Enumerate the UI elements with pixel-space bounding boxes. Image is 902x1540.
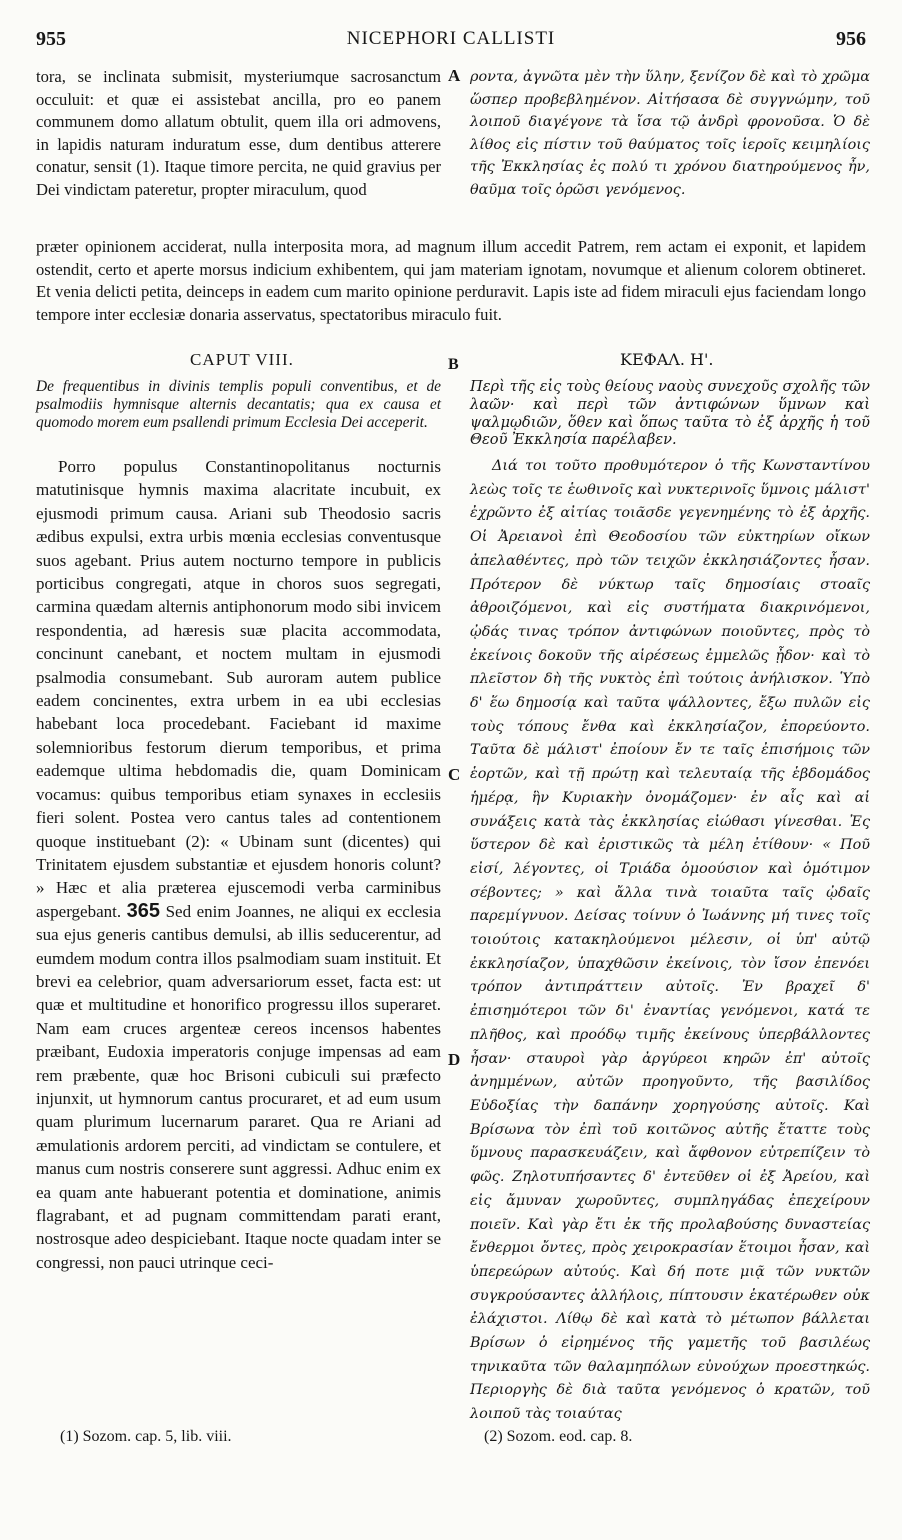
latin-column-top — [36, 66, 441, 202]
footnote-2: (2) Sozom. eod. cap. 8. — [484, 1428, 633, 1445]
footnote-1: (1) Sozom. cap. 5, lib. viii. — [60, 1428, 232, 1445]
greek-chapter-heading: ΚΕΦΑΛ. Η'. — [620, 350, 714, 369]
latin-summary-text: De frequentibus in divinis templis populi conventibus, et de psalmodiis hymnisque alternis decantatis; qua ex causa et quomodo morem eum psallendi primum Ecclesia Dei acceperit. — [36, 378, 441, 431]
greek-column-top — [470, 66, 870, 202]
page-marker: 365 — [126, 899, 161, 922]
latin-top-text: tora, se inclinata submisit, mysteriumque sacrosanctum occuluit: et quæ ei assistebat ancilla, pro eo panem communem domo allatum obtulit, quem illa ori admovens, in lapidis naturam induratum esse, dum dentibus atterere conatur, sensit (1). Itaque timore percita, ne quid gravius per Dei vindictam pateretur, propter miraculum, quod — [36, 67, 441, 199]
greek-body-column — [470, 455, 870, 1427]
greek-body-text: Διά τοι τοῦτο προθυμότερον ὁ τῆς Κωνσταντίνου λεὼς τοῖς τε ἑωθινοῖς καὶ νυκτερινοῖς ὕμνοις μάλιστ' ἐχρῶντο ἐξ αἰτίας τοιᾶσδε γεγενημένης τὸ ἐξ ἀρχῆς. Οἱ Ἀρειανοὶ ἐπὶ Θεοδοσίου τῶν εὐκτηρίων οἴκων ἀπελαθέντες, πρὸ τῶν τειχῶν ἐκκλησιάζοντες ἦσαν. Πρότερον δὲ νύκτωρ ταῖς δημοσίαις στοαῖς ἀθροιζόμενοι, καὶ εἰς συστήματα διακρινόμενοι, ᾠδάς τινας τρόπον ἀντιφώνων ποιοῦντες, πρὸς τὸ ἐκείνοις δοκοῦν τῆς αἱρέσεως ἐμμελῶς ᾖδον· καὶ τὸ πλεῖστον δὴ τῆς νυκτὸς ἐπὶ τούτοις ἀνήλισκον. Ὑπὸ δ' ἕω δημοσίᾳ καὶ ταῦτα ψάλλοντες, ἔξω πυλῶν εἰς τοὺς τόπους ἔνθα καὶ ἐκκλησίαζον, ἐπορεύοντο. Ταῦτα δὲ μάλιστ' ἐποίουν ἔν τε ταῖς ἐπισήμοις τῶν ἑορτῶν, καὶ τῇ πρώτῃ καὶ τελευταίᾳ τῆς ἑβδομάδος ἡμέρᾳ, ἣν Κυριακὴν ὀνομάζομεν· ἐν αἷς καὶ αἱ συνάξεις κατὰ τὰς ἐκκλησίας εἰώθασι γίνεσθαι. Ἐς ὕστερον δὲ καὶ ἐριστικῶς τὰ μέλη ἐτίθουν· « Ποῦ εἰσί, λέγοντες, οἱ Τριάδα ὁμοούσιον καὶ ὁμότιμον σέβοντες; » καὶ ἄλλα τινὰ τοιαῦτα ταῖς ᾠδαῖς παρεμίγνυον. Δείσας τοίνυν ὁ Ἰωάννης μή τινες τοῖς τοιούτοις κατακηλούμενοι μέλεσιν, οἱ ὑπ' αὐτῷ ἐκκλησίαζον, ὑπαχθῶσιν ἐκείνοις, τὸν ἴσον ἐπενόει τρόπον ἀντιπράττειν αὐτοῖς. Ἐν βραχεῖ δ' ἐπισημότεροι τῶν δι' ἐναντίας γενόμενοι, κατά τε πλῆθος, καὶ προόδῳ τιμῆς ἐκείνους ὑπερβάλλοντες ἦσαν· σταυροὶ γὰρ ἀργύρεοι κηρῶν ἐπ' αὐτοῖς ἀνημμένων, αὐτῶν προηγοῦντο, τῆς βασιλίδος Εὐδοξίας τὴν δαπάνην χορηγούσης αὐτοῖς. Καὶ Βρίσωνα τὸν ἐπὶ τοῦ κοιτῶνος αὐτῆς ἔταττε τοὺς ὕμνους παρασκευάζειν, καὶ ἄφθονον εὐτρεπίζειν τὸ φῶς. Ζηλοτυπήσαντες δ' ἐντεῦθεν οἱ ἐξ Ἀρείου, καὶ εἰς ἄμυναν χωροῦντες, συμπληγάδας ἐπεχείρουν ποιεῖν. Καὶ γὰρ ἔτι ἐκ τῆς προλαβούσης δυναστείας ἔνθερμοι ὄντες, πρὸς χειροκρασίαν ἕτοιμοι ἦσαν, καὶ ὑπερεώρων αὐτούς. Καὶ δή ποτε μιᾷ τῶν νυκτῶν συγκρούσαντες ἀλλήλοις, πίπτουσιν ἑκατέρωθεν οὐκ ἐλάχιστοι. Λίθῳ δὲ καὶ κατὰ τὸ μέτωπον βάλλεται Βρίσων ὁ εἰρημένος τῆς γαμετῆς τοῦ βασιλέως τηνικαῦτα τῶν θαλαμηπόλων εὐνούχων προεστηκώς. Περιοργὴς δὲ διὰ ταῦτα γενόμενος ὁ κρατῶν, τοῦ λοιποῦ τὰς τοιαύτας — [470, 458, 870, 1423]
latin-body-column — [36, 455, 441, 1274]
latin-chapter-heading: CAPUT VIII. — [190, 350, 294, 369]
margin-letter-b: B — [448, 356, 459, 373]
latin-body-paragraph — [36, 455, 441, 1274]
latin-full-width-paragraph — [36, 236, 866, 326]
latin-body-text-1: Porro populus Constantinopolitanus nocturnis matutinisque hymnis maxima alacritate incubuit, ex ejusmodi primum causa. Ariani sub Theodosio sacris ædibus expulsi, extra urbis mœnia ecclesias conventusque suos agebant. Prius autem nocturno tempore in publicis porticibus congregati, atque in choros suos segregati, carmina quædam alternis antiphonorum modo sibi invicem respondentia, ad hæresis suæ placita accommodata, concinunt canebant, et noctem multam in ejusmodi psalmodia consumebant. Sub auroram autem publice eadem concinentes, extra urbem in ea ubi ecclesias habebant loca procedebant. Faciebant id maxime solemnioribus festorum dierum temporibus, et prima eademque ultima hebdomadis die, quam Dominicam vocamus: quibus temporibus etiam synaxes in ecclesiis fieri solent. Postea vero cantus tales ad contentionem quoque instituebant (2): « Ubinam sunt (dicentes) qui Trinitatem ejusdem substantiæ et ejusdem honoris colunt? » Hæc et alia præterea ejuscemodi verba carminibus aspergebant. — [36, 457, 441, 921]
right-page-number: 956 — [836, 28, 866, 50]
margin-letter-c: C — [448, 765, 461, 784]
greek-summary-text: Περὶ τῆς εἰς τοὺς θείους ναοὺς συνεχοῦς σχολῆς τῶν λαῶν· καὶ περὶ τῶν ἀντιφώνων ὕμνων καὶ ψαλμῳδιῶν, ὅθεν καὶ ὅπως ταῦτα τὸ ἐξ ἀρχῆς ἡ τοῦ Θεοῦ Ἐκκλησία παρέλαβεν. — [470, 378, 870, 449]
margin-letter-d: D — [448, 1050, 461, 1069]
latin-full-text: præter opinionem acciderat, nulla interposita mora, ad magnum illum accedit Patrem, rem actam ei exponit, et lapidem ostendit, certo et aperte morsus indicium exhibentem, qui jam materiam ignotam, novumque et alienum colorem obtineret. Et venia delicti petita, deinceps in eadem cum marito opinione perduravit. Lapis iste ad fidem miraculi ejus faciendam longo tempore inter ecclesiæ donaria asservatus, spectatoribus miraculo fuit. — [36, 237, 866, 324]
greek-top-text: ροντα, ἀγνῶτα μὲν τὴν ὕλην, ξενίζον δὲ καὶ τὸ χρῶμα ὥσπερ προβεβλημένον. Αἰτήσασα δὲ συγγνώμην, τοῦ λοιποῦ διαγέγονε τὰ ἴσα τῷ ἀνδρὶ φρονοῦσα. Ὁ δὲ λίθος εἰς πίστιν τοῦ θαύματος τοῖς ἱεροῖς κειμηλίοις τῆς Ἐκκλησίας ἐς πολύ τι χρόνου διατηρούμενος ἦν, θαῦμα τοῖς ὁρῶσι γενόμενος. — [470, 69, 870, 198]
latin-body-text-2: Sed enim Joannes, ne aliqui ex ecclesia sua ejus generis cantibus demulsi, ab illis seducerentur, ad eumdem modum contra illos psalmodiam suam instituit. Et brevi ea celebrior, quam adversariorum esset, facta est: ut quæ et multitudine et honorifico progressu illos superaret. Nam eam cruces argenteæ cereos incensos habentes præibant, Eudoxia imperatoris conjuge impensas ad eam rem præbente, quæ hoc Brisoni cubiculi sui præfecto injunxit, ut hymnorum cantus procuraret, et ad eum usum quam plurimum lucernarum pararet. Qua re Ariani ad æmulationis ardorem perciti, ad vindictam se contulere, et manus cum nostris conserere sunt aggressi. Adhuc enim ex ea quam ante habuerant potentia et dominatione, animis flagrabant, et ad pugnam committendam parati erant, nostrosque adeo despiciebant. Itaque nocte quadam inter se congressi, non pauci utrinque ceci- — [36, 901, 441, 1272]
margin-letter-a: A — [448, 66, 461, 85]
running-title: NICEPHORI CALLISTI — [346, 28, 556, 49]
page-header — [36, 28, 866, 58]
greek-chapter-summary — [470, 378, 870, 449]
left-page-number: 955 — [36, 28, 66, 50]
latin-chapter-summary — [36, 378, 441, 431]
